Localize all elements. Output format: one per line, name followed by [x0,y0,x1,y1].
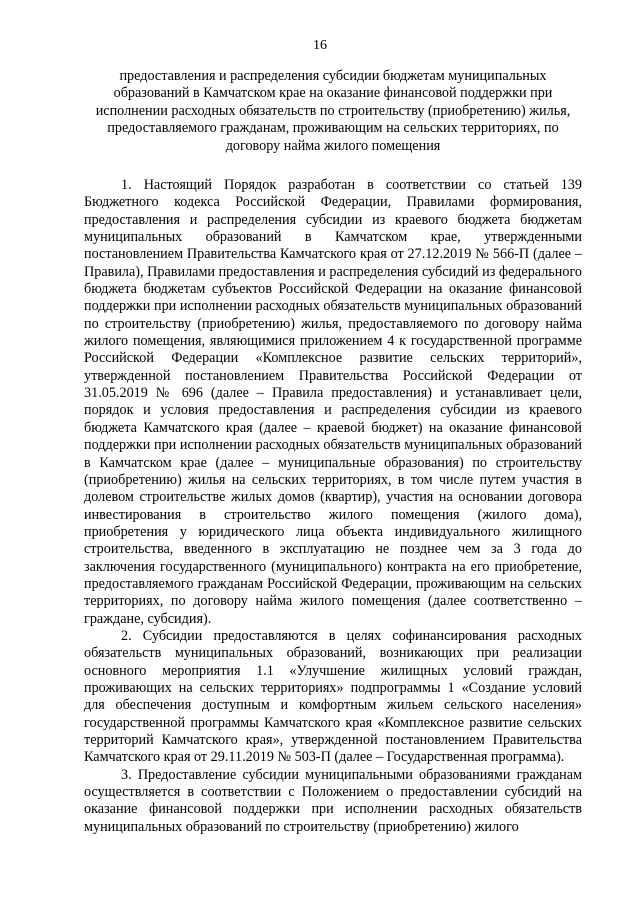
heading-line: исполнении расходных обязательств по строительству (приобретению) жилья, [95,102,571,119]
document-heading [84,68,582,155]
paragraph-3: 3. Предоставление субсидии муниципальными образованиями гражданам осуществляется в соответствии с Положением о предоставлении субсидий на оказание финансовой поддержки при исполнении расходных обязательств муниципальных образований по строительству (приобретению) жилого [84,766,582,835]
heading-line: договору найма жилого помещения [225,137,441,154]
heading-line: предоставляемого гражданам, проживающим на сельских территориях, по [107,120,559,137]
paragraph-2: 2. Субсидии предоставляются в целях софинансирования расходных обязательств муниципальных образований, возникающих при реализации основного мероприятия 1.1 «Улучшение жилищных условий граждан, проживающих на сельских территориях» подпрограммы 1 «Создание условий для обеспечения доступным и комфортным жильем сельского населения» государственной программы Камчатского края «Комплексное развитие сельских территорий Камчатского края», утвержденной постановлением Правительства Камчатского края от 29.11.2019 № 503-П (далее – Государственная программа). [84,627,582,766]
page-number: 16 [313,38,327,53]
heading-line: образований в Камчатском крае на оказание финансовой поддержки при [113,85,553,102]
document-body [84,177,582,836]
paragraph-1: 1. Настоящий Порядок разработан в соответствии со статьей 139 Бюджетного кодекса Российской Федерации, Правилами формирования, предоставления и распределения субсидии из краевого бюджета бюджетам муниципальных образований в Камчатском крае, утвержденными постановлением Правительства Камчатского края от 27.12.2019 № 566-П (далее – Правила), Правилами предоставления и распределения субсидий из федерального бюджета бюджетам субъектов Российской Федерации на оказание финансовой поддержки при исполнении расходных обязательств муниципальных образований по строительству (приобретению) жилья, предоставляемого по договору найма жилого помещения, являющимися приложением 4 к государственной программе Российской Федерации «Комплексное развитие сельских территорий», утвержденной постановлением Правительства Российской Федерации от 31.05.2019 № 696 (далее – Правила предоставления) и устанавливает цели, порядок и условия предоставления и распределения субсидии из краевого бюджета Камчатского края (далее – краевой бюджет) на оказание финансовой поддержки при исполнении расходных обязательств муниципальных образований в Камчатском крае (далее – муниципальные образования) по строительству (приобретению) жилья на сельских территориях, в том числе путем участия в долевом строительстве жилых домов (квартир), участия на основании договора инвестирования в строительство жилого помещения (жилого дома), приобретения у юридического лица объекта индивидуального жилищного строительства, введенного в эксплуатацию не позднее чем за 3 года до заключения государственного (муниципального) контракта на его приобретение, предоставляемого гражданам Российской Федерации, проживающим на сельских территориях, по договору найма жилого помещения (далее соответственно – граждане, субсидия). [84,177,582,627]
heading-line: предоставления и распределения субсидии бюджетам муниципальных [119,68,547,84]
